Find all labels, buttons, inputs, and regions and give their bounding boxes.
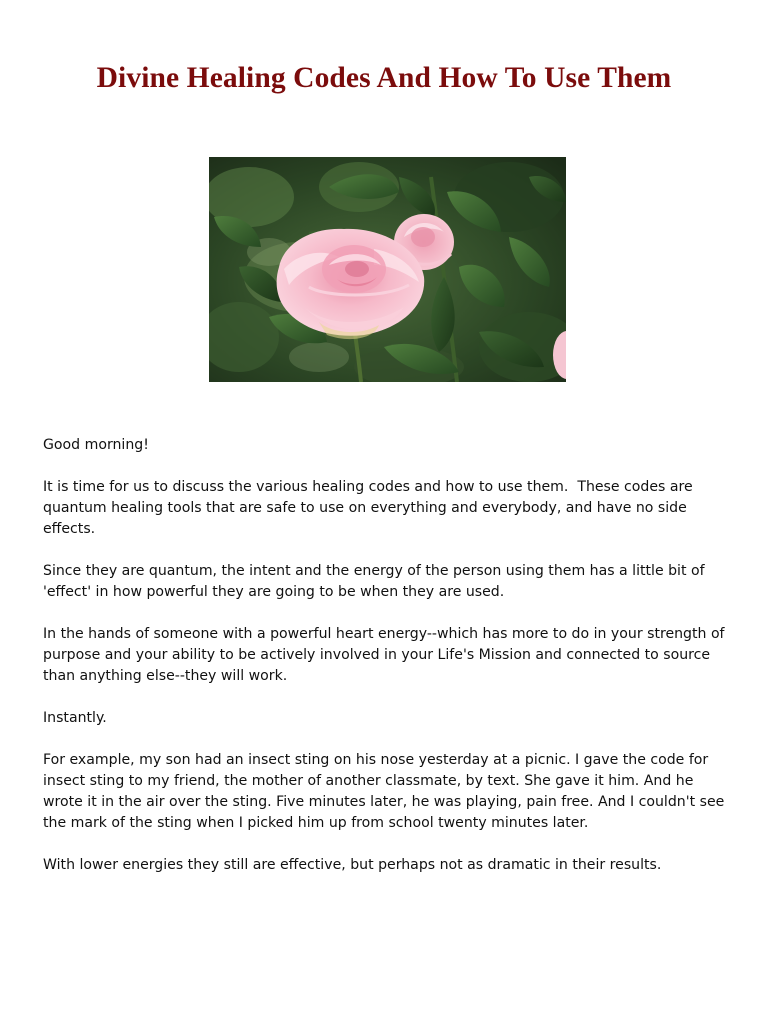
heart-energy-paragraph: In the hands of someone with a powerful heart energy--which has more to do in your strength of purpose and your ability to be actively involved in your Life's Mission and connected to source than anything else--they will work. xyxy=(43,626,730,684)
instantly-paragraph: Instantly. xyxy=(43,710,107,726)
example-paragraph: For example, my son had an insect sting on his nose yesterday at a picnic. I gave the code for insect sting to my friend, the mother of another classmate, by text. She gave it him. And he wrote it in the air over the sting. Five minutes later, he was playing, pain free. And I couldn't see the mark of the sting when I picked him up from school twenty minutes later. xyxy=(43,752,729,831)
intro-paragraph: It is time for us to discuss the various healing codes and how to use them. These codes are quantum healing tools that are safe to use on everything and everybody, and have no side effects. xyxy=(43,479,698,537)
lower-energies-paragraph: With lower energies they still are effective, but perhaps not as dramatic in their results. xyxy=(43,857,662,873)
quantum-paragraph: Since they are quantum, the intent and the energy of the person using them has a little bit of 'effect' in how powerful they are going to be when they are used. xyxy=(43,563,710,600)
document-title: Divine Healing Codes And How To Use Them xyxy=(96,62,672,94)
greeting-paragraph: Good morning! xyxy=(43,437,149,453)
article-body xyxy=(43,435,733,897)
pink-rose-photo xyxy=(209,157,566,382)
